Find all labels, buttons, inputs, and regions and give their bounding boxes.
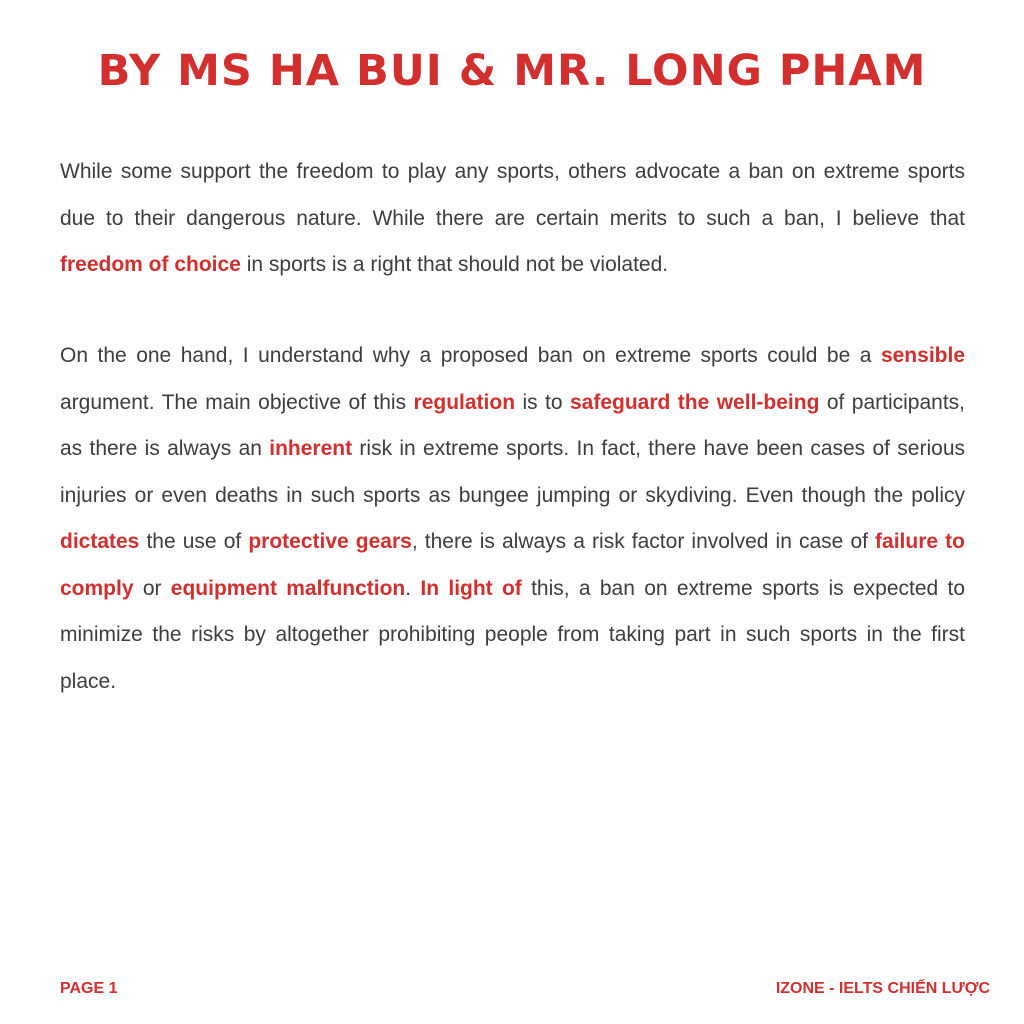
paragraph-text: of participants, as there is always an [60, 390, 965, 460]
paragraph-text: the use of [139, 530, 249, 553]
highlighted-term: regulation [413, 390, 516, 414]
highlighted-term: freedom of choice [60, 253, 241, 276]
highlighted-term: protective gears [248, 530, 412, 553]
essay-paragraph-2 [60, 333, 965, 705]
paragraph-text: in sports is a right that should not be violated. [240, 253, 669, 276]
highlighted-term: failure to comply [60, 530, 965, 600]
paragraph-text: , there is always a risk factor involved in case of [411, 530, 876, 553]
page-title: BY MS HA BUI & MR. LONG PHAM [97, 46, 927, 96]
paragraph-text: risk in extreme sports. In fact, there have been cases of serious injuries or even deaths in such sports as bungee jumping or skydiving. Even though the policy [60, 437, 965, 507]
paragraph-text: or [133, 576, 171, 600]
paragraph-text: While some support the freedom to play any sports, others advocate a ban on extreme sports due to their dangerous nature. While there are certain merits to such a ban, I believe that [60, 160, 965, 230]
essay-paragraph-1 [60, 149, 965, 289]
paragraph-text: this, a ban on extreme sports is expected to minimize the risks by altogether prohibiting people from taking part in such sports in the first place. [60, 576, 965, 693]
paragraph-text: argument. The main objective of this [60, 390, 414, 414]
paragraph-text: . [405, 576, 421, 600]
paragraph-text: is to [515, 390, 570, 414]
highlighted-term: inherent [269, 437, 353, 460]
highlighted-term: dictates [60, 530, 140, 553]
page-number: PAGE 1 [60, 980, 118, 997]
highlighted-term: safeguard the well-being [570, 390, 820, 414]
paragraph-text: On the one hand, I understand why a proposed ban on extreme sports could be a [60, 344, 881, 367]
highlighted-term: equipment malfunction [170, 576, 406, 600]
highlighted-term: In light of [420, 576, 522, 600]
highlighted-term: sensible [880, 344, 965, 367]
brand-footer: IZONE - IELTS CHIẾN LƯỢC [775, 980, 990, 997]
